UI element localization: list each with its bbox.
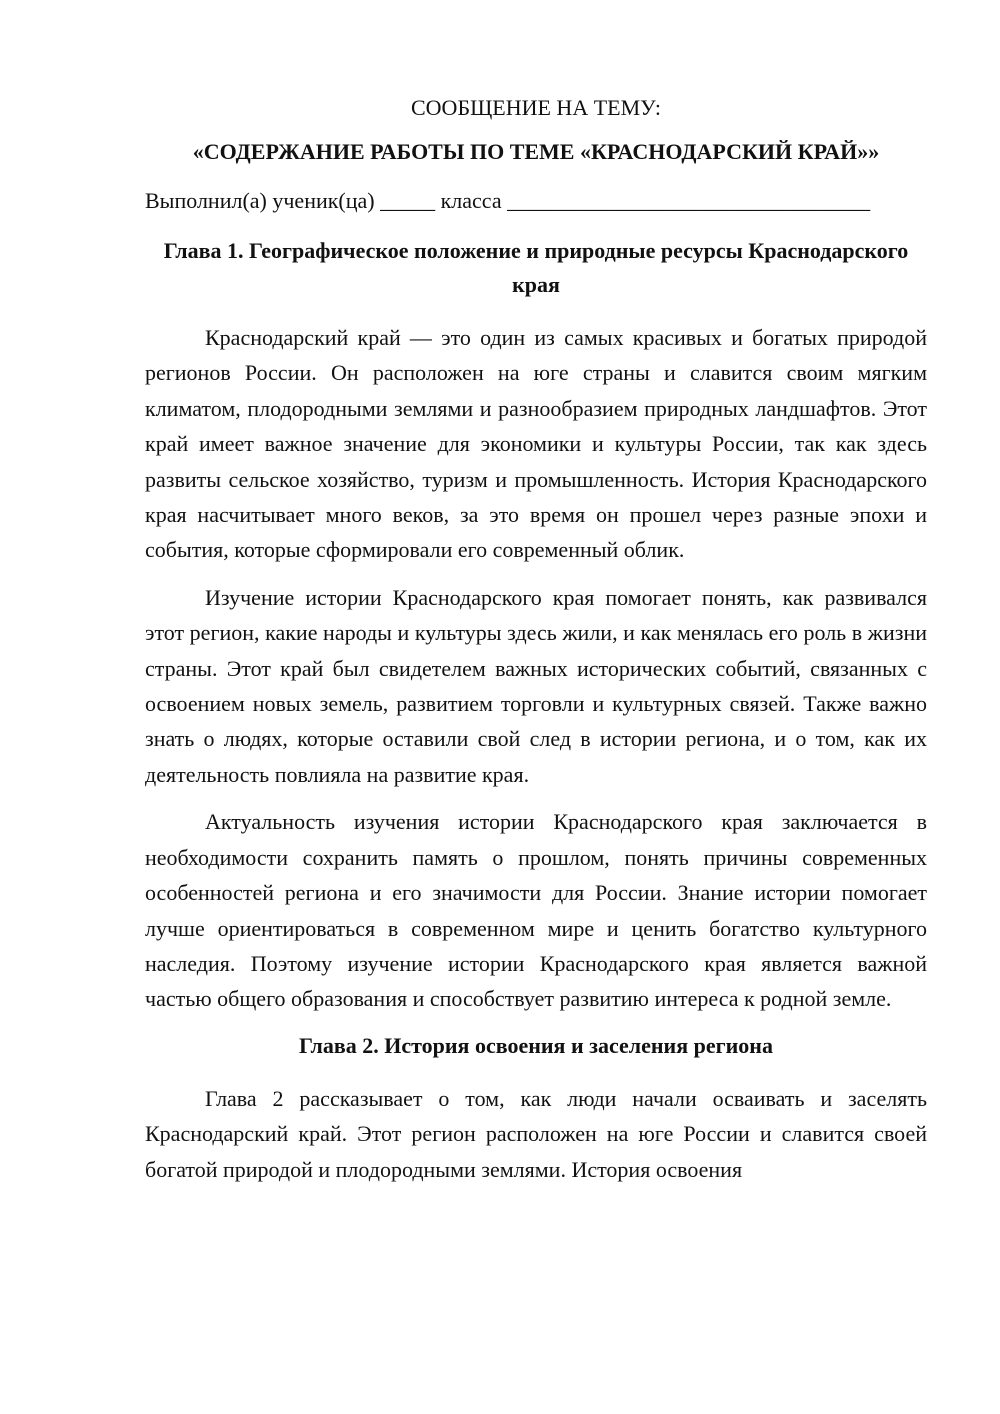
chapter1-heading: Глава 1. Географическое положение и природные ресурсы Краснодарского края bbox=[163, 238, 909, 297]
chapter1-paragraph-1: Краснодарский край — это один из самых красивых и богатых природой регионов России. Он расположен на юге страны и славится своим мягким климатом, плодородными землями и разнообразием природных ландшафтов. Этот край имеет важное значение для экономики и культуры России, так как здесь развиты сельское хозяйство, туризм и промышленность. История Краснодарского края насчитывает много веков, за это время он прошел через разные эпохи и события, которые сформировали его современный облик. bbox=[145, 325, 927, 563]
chapter1-paragraph-3: Актуальность изучения истории Краснодарского края заключается в необходимости сохранить память о прошлом, понять причины современных особенностей региона и его значимости для России. Знание истории помогает лучше ориентироваться в современном мире и ценить богатство культурного наследия. Поэтому изучение истории Краснодарского края является важной частью общего образования и способствует развитию интереса к родной земле. bbox=[145, 809, 927, 1012]
document-title-line1: СООБЩЕНИЕ НА ТЕМУ: bbox=[411, 95, 661, 120]
document-title-line2: «СОДЕРЖАНИЕ РАБОТЫ ПО ТЕМЕ «КРАСНОДАРСКИЙ КРАЙ»» bbox=[192, 139, 880, 164]
chapter2-paragraph-1: Глава 2 рассказывает о том, как люди начали осваивать и заселять Краснодарский край. Этот регион расположен на юге России и славится своей богатой природой и плодородными землями. История освоения bbox=[145, 1085, 927, 1182]
chapter1-paragraph-2: Изучение истории Краснодарского края помогает понять, как развивался этот регион, какие народы и культуры здесь жили, и как менялась его роль в жизни страны. Этот край был свидетелем важных исторических событий, связанных с освоением новых земель, развитием торговли и культурных связей. Также важно знать о людях, которые оставили свой след в истории региона, и о том, как их деятельность повлияла на развитие края. bbox=[145, 584, 927, 787]
chapter2-heading: Глава 2. История освоения и заселения региона bbox=[299, 1032, 773, 1058]
author-line: Выполнил(а) ученик(ца) _____ класса _________________________________ bbox=[145, 188, 871, 213]
document-page bbox=[145, 92, 927, 1199]
